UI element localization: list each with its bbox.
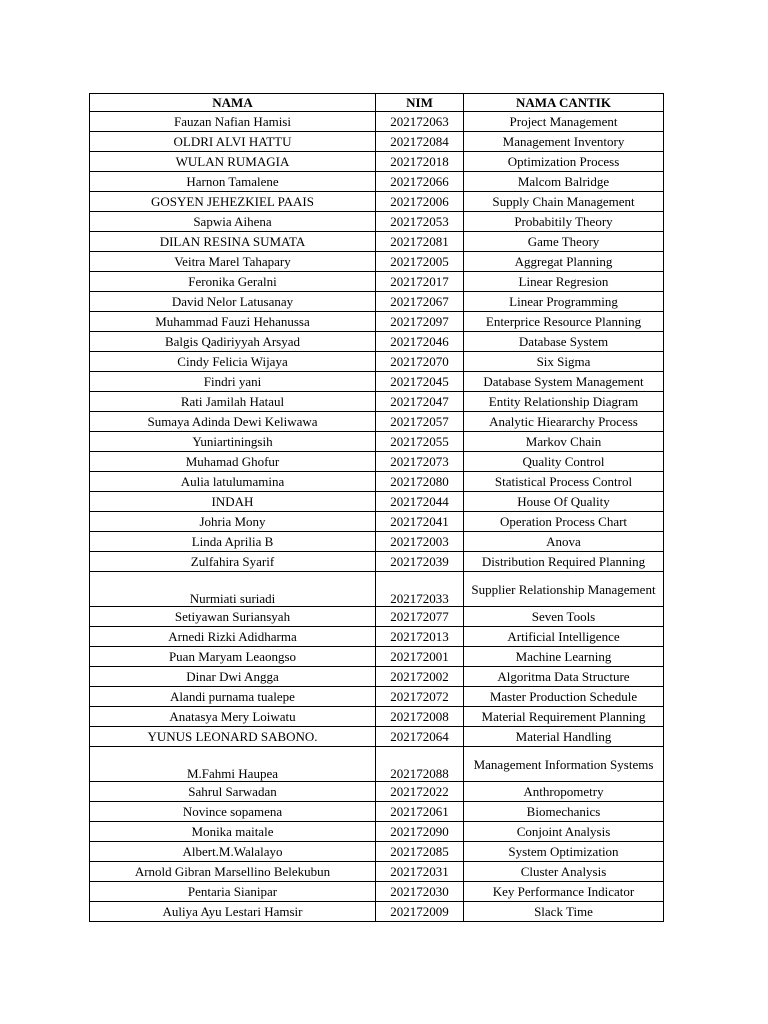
nama-cell: David Nelor Latusanay bbox=[90, 292, 376, 312]
nama-cell: Aulia latulumamina bbox=[90, 472, 376, 492]
nama-cantik-cell: Seven Tools bbox=[464, 607, 664, 627]
nama-cell: Albert.M.Walalayo bbox=[90, 842, 376, 862]
nama-cantik-cell: Anthropometry bbox=[464, 782, 664, 802]
nama-cantik-cell: House Of Quality bbox=[464, 492, 664, 512]
table-row bbox=[90, 472, 664, 492]
nama-cell: Findri yani bbox=[90, 372, 376, 392]
nim-cell: 202172073 bbox=[376, 452, 464, 472]
table-row bbox=[90, 292, 664, 312]
nim-cell: 202172080 bbox=[376, 472, 464, 492]
nama-cantik-cell: Analytic Hieararchy Process bbox=[464, 412, 664, 432]
nama-cantik-cell: Database System Management bbox=[464, 372, 664, 392]
nama-cell: Cindy Felicia Wijaya bbox=[90, 352, 376, 372]
nim-cell: 202172084 bbox=[376, 132, 464, 152]
table-row bbox=[90, 452, 664, 472]
nama-cell: OLDRI ALVI HATTU bbox=[90, 132, 376, 152]
table-row bbox=[90, 392, 664, 412]
table-row bbox=[90, 842, 664, 862]
nim-cell: 202172045 bbox=[376, 372, 464, 392]
nim-cell: 202172017 bbox=[376, 272, 464, 292]
nama-cell: Novince sopamena bbox=[90, 802, 376, 822]
table-row bbox=[90, 212, 664, 232]
table-row bbox=[90, 532, 664, 552]
nama-cantik-cell: Linear Programming bbox=[464, 292, 664, 312]
nim-cell: 202172041 bbox=[376, 512, 464, 532]
nama-cantik-cell: Conjoint Analysis bbox=[464, 822, 664, 842]
nama-cell: Fauzan Nafian Hamisi bbox=[90, 112, 376, 132]
nim-cell: 202172001 bbox=[376, 647, 464, 667]
nama-cell: Setiyawan Suriansyah bbox=[90, 607, 376, 627]
nim-cell: 202172009 bbox=[376, 902, 464, 922]
nama-cell: Puan Maryam Leaongso bbox=[90, 647, 376, 667]
nama-cantik-cell: Slack Time bbox=[464, 902, 664, 922]
nama-cantik-cell: Quality Control bbox=[464, 452, 664, 472]
nim-cell: 202172066 bbox=[376, 172, 464, 192]
table-header bbox=[90, 94, 664, 112]
nama-cell: Monika maitale bbox=[90, 822, 376, 842]
nama-cell: GOSYEN JEHEZKIEL PAAIS bbox=[90, 192, 376, 212]
nama-cantik-cell: Management Information Systems bbox=[464, 747, 664, 782]
table-row bbox=[90, 372, 664, 392]
header-nama: NAMA bbox=[90, 94, 376, 112]
nama-cell: DILAN RESINA SUMATA bbox=[90, 232, 376, 252]
table-row bbox=[90, 112, 664, 132]
nama-cantik-cell: Entity Relationship Diagram bbox=[464, 392, 664, 412]
nama-cantik-cell: Master Production Schedule bbox=[464, 687, 664, 707]
nama-cantik-cell: Algoritma Data Structure bbox=[464, 667, 664, 687]
nama-cantik-cell: Enterprice Resource Planning bbox=[464, 312, 664, 332]
nim-cell: 202172067 bbox=[376, 292, 464, 312]
nim-cell: 202172053 bbox=[376, 212, 464, 232]
nim-cell: 202172047 bbox=[376, 392, 464, 412]
nama-cantik-cell: Markov Chain bbox=[464, 432, 664, 452]
nim-cell: 202172077 bbox=[376, 607, 464, 627]
nim-cell: 202172006 bbox=[376, 192, 464, 212]
nim-cell: 202172030 bbox=[376, 882, 464, 902]
nama-cell: Sumaya Adinda Dewi Keliwawa bbox=[90, 412, 376, 432]
nama-cell: Veitra Marel Tahapary bbox=[90, 252, 376, 272]
nim-cell: 202172005 bbox=[376, 252, 464, 272]
nama-cantik-cell: Material Requirement Planning bbox=[464, 707, 664, 727]
nama-cell: M.Fahmi Haupea bbox=[90, 747, 376, 782]
table-row bbox=[90, 727, 664, 747]
table-body bbox=[90, 112, 664, 922]
nama-cell: Dinar Dwi Angga bbox=[90, 667, 376, 687]
nama-cell: Linda Aprilia B bbox=[90, 532, 376, 552]
nama-cantik-cell: Operation Process Chart bbox=[464, 512, 664, 532]
nim-cell: 202172081 bbox=[376, 232, 464, 252]
nim-cell: 202172003 bbox=[376, 532, 464, 552]
nama-cantik-cell: Management Inventory bbox=[464, 132, 664, 152]
nama-cell: Alandi purnama tualepe bbox=[90, 687, 376, 707]
table-row bbox=[90, 332, 664, 352]
nama-cantik-cell: Aggregat Planning bbox=[464, 252, 664, 272]
nim-cell: 202172046 bbox=[376, 332, 464, 352]
nama-cantik-cell: Biomechanics bbox=[464, 802, 664, 822]
nim-cell: 202172057 bbox=[376, 412, 464, 432]
nama-cantik-cell: Malcom Balridge bbox=[464, 172, 664, 192]
nama-cantik-cell: Supply Chain Management bbox=[464, 192, 664, 212]
nama-cell: Yuniartiningsih bbox=[90, 432, 376, 452]
nama-cantik-cell: Key Performance Indicator bbox=[464, 882, 664, 902]
table-row bbox=[90, 132, 664, 152]
table-row bbox=[90, 272, 664, 292]
nama-cell: Arnold Gibran Marsellino Belekubun bbox=[90, 862, 376, 882]
table-row bbox=[90, 192, 664, 212]
nim-cell: 202172061 bbox=[376, 802, 464, 822]
nama-cantik-cell: Optimization Process bbox=[464, 152, 664, 172]
nama-cell: Rati Jamilah Hataul bbox=[90, 392, 376, 412]
table-row bbox=[90, 667, 664, 687]
nama-cell: Harnon Tamalene bbox=[90, 172, 376, 192]
table-row bbox=[90, 232, 664, 252]
nim-cell: 202172088 bbox=[376, 747, 464, 782]
nama-cell: Sapwia Aihena bbox=[90, 212, 376, 232]
nama-cell: Balgis Qadiriyyah Arsyad bbox=[90, 332, 376, 352]
nama-cantik-cell: Supplier Relationship Management bbox=[464, 572, 664, 607]
table-row bbox=[90, 862, 664, 882]
table-row bbox=[90, 627, 664, 647]
nama-cell: Anatasya Mery Loiwatu bbox=[90, 707, 376, 727]
nama-cantik-cell: Database System bbox=[464, 332, 664, 352]
table-row bbox=[90, 882, 664, 902]
table-row bbox=[90, 607, 664, 627]
table-row bbox=[90, 822, 664, 842]
nama-cell: Nurmiati suriadi bbox=[90, 572, 376, 607]
nama-cantik-cell: Distribution Required Planning bbox=[464, 552, 664, 572]
table-row bbox=[90, 252, 664, 272]
nim-cell: 202172033 bbox=[376, 572, 464, 607]
table-row bbox=[90, 572, 664, 607]
nama-cell: INDAH bbox=[90, 492, 376, 512]
nim-cell: 202172085 bbox=[376, 842, 464, 862]
nama-cantik-cell: Material Handling bbox=[464, 727, 664, 747]
nim-cell: 202172063 bbox=[376, 112, 464, 132]
header-row bbox=[90, 94, 664, 112]
nama-cantik-cell: Machine Learning bbox=[464, 647, 664, 667]
nim-cell: 202172018 bbox=[376, 152, 464, 172]
nim-cell: 202172044 bbox=[376, 492, 464, 512]
nama-cantik-cell: Six Sigma bbox=[464, 352, 664, 372]
nim-cell: 202172070 bbox=[376, 352, 464, 372]
nama-cell: Johria Mony bbox=[90, 512, 376, 532]
nama-cell: WULAN RUMAGIA bbox=[90, 152, 376, 172]
table-row bbox=[90, 412, 664, 432]
nama-cantik-cell: Artificial Intelligence bbox=[464, 627, 664, 647]
table-row bbox=[90, 802, 664, 822]
nama-cell: Arnedi Rizki Adidharma bbox=[90, 627, 376, 647]
table-row bbox=[90, 352, 664, 372]
table-row bbox=[90, 647, 664, 667]
table-row bbox=[90, 172, 664, 192]
nama-cantik-cell: Cluster Analysis bbox=[464, 862, 664, 882]
table-row bbox=[90, 492, 664, 512]
nim-cell: 202172090 bbox=[376, 822, 464, 842]
table-row bbox=[90, 552, 664, 572]
nama-cantik-cell: Project Management bbox=[464, 112, 664, 132]
table-row bbox=[90, 152, 664, 172]
nama-cantik-cell: Statistical Process Control bbox=[464, 472, 664, 492]
table-row bbox=[90, 902, 664, 922]
table-row bbox=[90, 512, 664, 532]
nama-cell: Auliya Ayu Lestari Hamsir bbox=[90, 902, 376, 922]
table-row bbox=[90, 432, 664, 452]
table-row bbox=[90, 312, 664, 332]
nama-cell: Muhamad Ghofur bbox=[90, 452, 376, 472]
nama-cell: Zulfahira Syarif bbox=[90, 552, 376, 572]
nama-cell: Feronika Geralni bbox=[90, 272, 376, 292]
nama-cantik-cell: Linear Regresion bbox=[464, 272, 664, 292]
nim-cell: 202172097 bbox=[376, 312, 464, 332]
nama-cantik-cell: Anova bbox=[464, 532, 664, 552]
header-nim: NIM bbox=[376, 94, 464, 112]
nama-cantik-cell: Probabitily Theory bbox=[464, 212, 664, 232]
header-nama-cantik: NAMA CANTIK bbox=[464, 94, 664, 112]
nama-cell: YUNUS LEONARD SABONO. bbox=[90, 727, 376, 747]
table-row bbox=[90, 747, 664, 782]
nim-cell: 202172013 bbox=[376, 627, 464, 647]
nama-cell: Sahrul Sarwadan bbox=[90, 782, 376, 802]
nim-cell: 202172039 bbox=[376, 552, 464, 572]
nim-cell: 202172064 bbox=[376, 727, 464, 747]
nim-cell: 202172072 bbox=[376, 687, 464, 707]
student-table bbox=[89, 93, 664, 922]
nama-cantik-cell: Game Theory bbox=[464, 232, 664, 252]
table-row bbox=[90, 707, 664, 727]
nim-cell: 202172022 bbox=[376, 782, 464, 802]
nim-cell: 202172055 bbox=[376, 432, 464, 452]
nama-cantik-cell: System Optimization bbox=[464, 842, 664, 862]
nama-cell: Muhammad Fauzi Hehanussa bbox=[90, 312, 376, 332]
nim-cell: 202172031 bbox=[376, 862, 464, 882]
nim-cell: 202172008 bbox=[376, 707, 464, 727]
nama-cell: Pentaria Sianipar bbox=[90, 882, 376, 902]
table-row bbox=[90, 782, 664, 802]
table-row bbox=[90, 687, 664, 707]
nim-cell: 202172002 bbox=[376, 667, 464, 687]
